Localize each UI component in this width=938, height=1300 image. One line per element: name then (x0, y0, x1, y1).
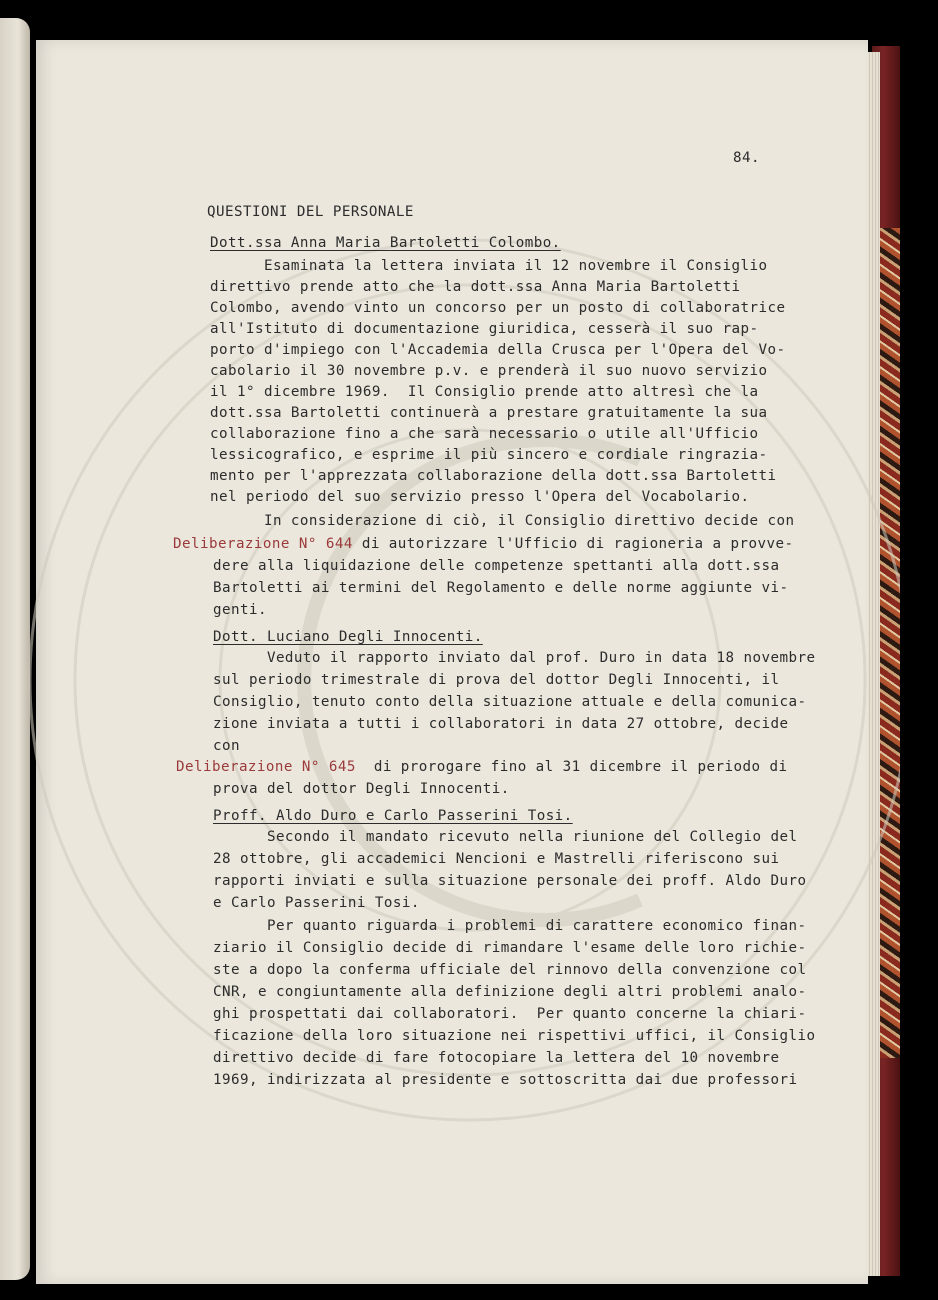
heading-duro-passerini: Proff. Aldo Duro e Carlo Passerini Tosi. (213, 808, 573, 824)
resolution-text: di autorizzare l'Ufficio di ragioneria a provve- (352, 536, 794, 552)
text-line: dott.ssa Bartoletti continuerà a prestare gratuitamente la sua (210, 405, 768, 421)
text-line: nel periodo del suo servizio presso l'Opera del Vocabolario. (210, 489, 750, 505)
text-line: sul periodo trimestrale di prova del dottor Degli Innocenti, il (213, 672, 780, 688)
text-line: lessicografico, e esprime il più sincero e cordiale ringrazia- (210, 447, 768, 463)
text-line: prova del dottor Degli Innocenti. (213, 781, 510, 797)
text-line: rapporti inviati e sulla situazione personale dei proff. Aldo Duro (213, 873, 807, 889)
text-line: collaborazione fino a che sarà necessario o utile all'Ufficio (210, 426, 759, 442)
text-line: Bartoletti ai termini del Regolamento e delle norme aggiunte vi- (213, 580, 789, 596)
marbled-edge (880, 228, 900, 1058)
text-line: direttivo decide di fare fotocopiare la lettera del 10 novembre (213, 1050, 780, 1066)
resolution-line-644 (173, 536, 793, 552)
text-line: Esaminata la lettera inviata il 12 novembre il Consiglio (210, 258, 768, 274)
section-title: QUESTIONI DEL PERSONALE (207, 204, 414, 220)
text-line: il 1° dicembre 1969. Il Consiglio prende atto altresì che la (210, 384, 759, 400)
text-line: e Carlo Passerini Tosi. (213, 895, 420, 911)
text-line: ghi prospettati dai collaboratori. Per quanto concerne la chiari- (213, 1006, 807, 1022)
text-line: ziario il Consiglio decide di rimandare l'esame delle loro richie- (213, 940, 807, 956)
text-line: 1969, indirizzata al presidente e sottoscritta dai due professori (213, 1072, 798, 1088)
page-number: 84. (733, 150, 760, 166)
text-line: mento per l'apprezzata collaborazione della dott.ssa Bartoletti (210, 468, 777, 484)
text-line: direttivo prende atto che la dott.ssa Anna Maria Bartoletti (210, 279, 741, 295)
text-line: all'Istituto di documentazione giuridica, cesserà il suo rap- (210, 321, 759, 337)
text-line: porto d'impiego con l'Accademia della Crusca per l'Opera del Vo- (210, 342, 786, 358)
heading-bartoletti: Dott.ssa Anna Maria Bartoletti Colombo. (210, 235, 561, 251)
resolution-text: di prorogare fino al 31 dicembre il periodo di (355, 759, 788, 775)
text-line: 28 ottobre, gli accademici Nencioni e Mastrelli riferiscono sui (213, 851, 780, 867)
text-line: ficazione della loro situazione nei rispettivi uffici, il Consiglio (213, 1028, 816, 1044)
text-line: ste a dopo la conferma ufficiale del rinnovo della convenzione col (213, 962, 807, 978)
text-line: con (213, 738, 240, 754)
text-line: genti. (213, 602, 267, 618)
text-line: Colombo, avendo vinto un concorso per un posto di collaboratrice (210, 300, 786, 316)
resolution-label-645: Deliberazione N° 645 (176, 759, 356, 775)
text-line: dere alla liquidazione delle competenze spettanti alla dott.ssa (213, 558, 780, 574)
resolution-line-645 (176, 759, 787, 775)
text-line: zione inviata a tutti i collaboratori in data 27 ottobre, decide (213, 716, 789, 732)
text-line: Secondo il mandato ricevuto nella riunione del Collegio del (213, 829, 798, 845)
text-line: Veduto il rapporto inviato dal prof. Duro in data 18 novembre (213, 650, 816, 666)
text-line: CNR, e congiuntamente alla definizione degli altri problemi analo- (213, 984, 807, 1000)
text-line: In considerazione di ciò, il Consiglio direttivo decide con (210, 513, 795, 529)
heading-degli-innocenti: Dott. Luciano Degli Innocenti. (213, 629, 483, 645)
text-line: cabolario il 30 novembre p.v. e prenderà il suo nuovo servizio (210, 363, 768, 379)
facing-page-edge (0, 18, 30, 1280)
resolution-label-644: Deliberazione N° 644 (173, 536, 353, 552)
text-line: Per quanto riguarda i problemi di carattere economico finan- (213, 918, 807, 934)
text-line: Consiglio, tenuto conto della situazione attuale e della comunica- (213, 694, 807, 710)
